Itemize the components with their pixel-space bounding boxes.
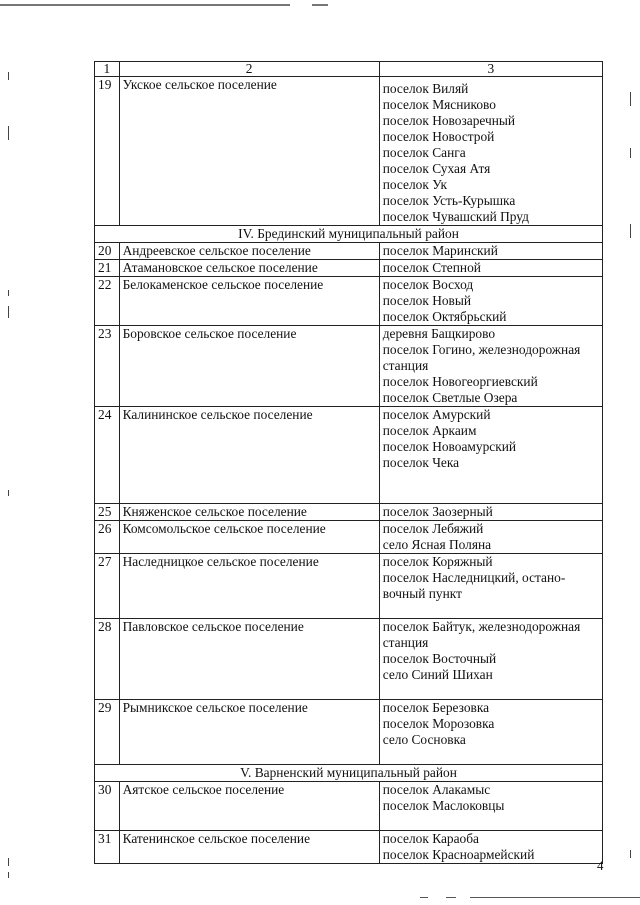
localities-cell bbox=[379, 521, 602, 554]
table-row bbox=[95, 619, 603, 700]
district-heading: V. Варненский муниципальный район bbox=[95, 765, 603, 782]
locality: поселок Октябрьский bbox=[382, 309, 507, 324]
row-number: 28 bbox=[95, 619, 120, 700]
table-row bbox=[95, 243, 603, 260]
locality: поселок Виляй bbox=[382, 81, 469, 96]
locality: поселок Новозаречный bbox=[382, 113, 516, 128]
settlement-name: Атамановское сельское поселение bbox=[119, 260, 379, 277]
locality: село Ясная Поляна bbox=[382, 537, 492, 552]
settlement-name: Аятское сельское поселение bbox=[119, 782, 379, 831]
locality: поселок Степной bbox=[382, 260, 481, 275]
locality: поселок Маслоковцы bbox=[382, 798, 505, 813]
localities-cell bbox=[379, 326, 602, 407]
locality: поселок Чувашский Пруд bbox=[382, 209, 529, 224]
locality: вочный пункт bbox=[382, 586, 462, 601]
locality: деревня Бащкирово bbox=[382, 326, 496, 341]
locality: поселок Коряжный bbox=[382, 554, 493, 569]
table-row bbox=[95, 521, 603, 554]
row-number: 24 bbox=[95, 407, 120, 504]
localities-cell bbox=[379, 407, 602, 504]
locality: поселок Санга bbox=[382, 145, 466, 160]
localities-cell bbox=[379, 277, 602, 326]
locality: поселок Байтук, железнодорожная bbox=[382, 619, 581, 634]
table-row bbox=[95, 77, 603, 226]
localities-cell bbox=[379, 77, 602, 226]
locality: поселок Морозовка bbox=[382, 716, 495, 731]
locality: поселок Караоба bbox=[382, 831, 479, 846]
row-number: 30 bbox=[95, 782, 120, 831]
localities-cell bbox=[379, 782, 602, 831]
locality: станция bbox=[382, 635, 429, 650]
district-heading-row bbox=[95, 765, 603, 782]
column-header: 2 bbox=[119, 62, 379, 77]
row-number: 27 bbox=[95, 554, 120, 619]
locality: поселок Заозерный bbox=[382, 504, 493, 519]
table-row bbox=[95, 326, 603, 407]
settlement-name: Калининское сельское поселение bbox=[119, 407, 379, 504]
locality: поселок Усть-Курышка bbox=[382, 193, 516, 208]
settlements-table bbox=[94, 61, 603, 864]
column-header: 1 bbox=[95, 62, 120, 77]
locality: поселок Маринский bbox=[382, 243, 498, 258]
row-number: 22 bbox=[95, 277, 120, 326]
table-row bbox=[95, 831, 603, 864]
row-number: 29 bbox=[95, 700, 120, 765]
locality: село Сосновка bbox=[382, 732, 466, 747]
locality: станция bbox=[382, 358, 429, 373]
settlement-name: Павловское сельское поселение bbox=[119, 619, 379, 700]
locality: поселок Новый bbox=[382, 293, 472, 308]
scan-artifact-top bbox=[0, 4, 640, 6]
localities-cell bbox=[379, 831, 602, 864]
table-row bbox=[95, 782, 603, 831]
page-number: 4 bbox=[597, 858, 604, 873]
locality: поселок Чека bbox=[382, 455, 460, 470]
locality: поселок Красноармейский bbox=[382, 847, 535, 862]
row-number: 20 bbox=[95, 243, 120, 260]
district-heading: IV. Брединский муниципальный район bbox=[95, 226, 603, 243]
locality: поселок Мясниково bbox=[382, 97, 496, 112]
table-row bbox=[95, 407, 603, 504]
row-number: 26 bbox=[95, 521, 120, 554]
locality: поселок Новоамурский bbox=[382, 439, 517, 454]
row-number: 31 bbox=[95, 831, 120, 864]
district-heading-row bbox=[95, 226, 603, 243]
localities-cell bbox=[379, 619, 602, 700]
locality: поселок Новогеоргиевский bbox=[382, 374, 538, 389]
row-number: 19 bbox=[95, 77, 120, 226]
locality: поселок Аркаим bbox=[382, 423, 477, 438]
locality: поселок Наследницкий, остано- bbox=[382, 570, 566, 585]
locality: поселок Восточный bbox=[382, 651, 497, 666]
table-row bbox=[95, 700, 603, 765]
row-number: 23 bbox=[95, 326, 120, 407]
table-row bbox=[95, 554, 603, 619]
localities-cell bbox=[379, 243, 602, 260]
settlement-name: Княженское сельское поселение bbox=[119, 504, 379, 521]
settlement-name: Андреевское сельское поселение bbox=[119, 243, 379, 260]
locality: поселок Ук bbox=[382, 177, 448, 192]
settlement-name: Белокаменское сельское поселение bbox=[119, 277, 379, 326]
settlement-name: Укское сельское поселение bbox=[119, 77, 379, 226]
locality: поселок Новострой bbox=[382, 129, 495, 144]
locality: поселок Восход bbox=[382, 277, 474, 292]
scan-artifact-bottom bbox=[0, 897, 640, 899]
settlement-name: Наследницкое сельское поселение bbox=[119, 554, 379, 619]
localities-cell bbox=[379, 700, 602, 765]
locality: поселок Алакамыс bbox=[382, 782, 491, 797]
settlement-name: Боровское сельское поселение bbox=[119, 326, 379, 407]
settlement-name: Катенинское сельское поселение bbox=[119, 831, 379, 864]
localities-cell bbox=[379, 504, 602, 521]
column-header: 3 bbox=[379, 62, 602, 77]
locality: поселок Березовка bbox=[382, 700, 490, 715]
table-row bbox=[95, 277, 603, 326]
locality: поселок Гогино, железнодорожная bbox=[382, 342, 581, 357]
table-row bbox=[95, 260, 603, 277]
settlement-name: Комсомольское сельское поселение bbox=[119, 521, 379, 554]
row-number: 21 bbox=[95, 260, 120, 277]
settlement-name: Рымникское сельское поселение bbox=[119, 700, 379, 765]
table-body bbox=[95, 77, 603, 864]
column-header-row bbox=[95, 62, 603, 77]
locality: поселок Амурский bbox=[382, 407, 491, 422]
table-row bbox=[95, 504, 603, 521]
locality: село Синий Шихан bbox=[382, 667, 493, 682]
locality: поселок Лебяжий bbox=[382, 521, 484, 536]
row-number: 25 bbox=[95, 504, 120, 521]
locality: поселок Сухая Атя bbox=[382, 161, 491, 176]
locality: поселок Светлые Озера bbox=[382, 390, 518, 405]
localities-cell bbox=[379, 554, 602, 619]
localities-cell bbox=[379, 260, 602, 277]
